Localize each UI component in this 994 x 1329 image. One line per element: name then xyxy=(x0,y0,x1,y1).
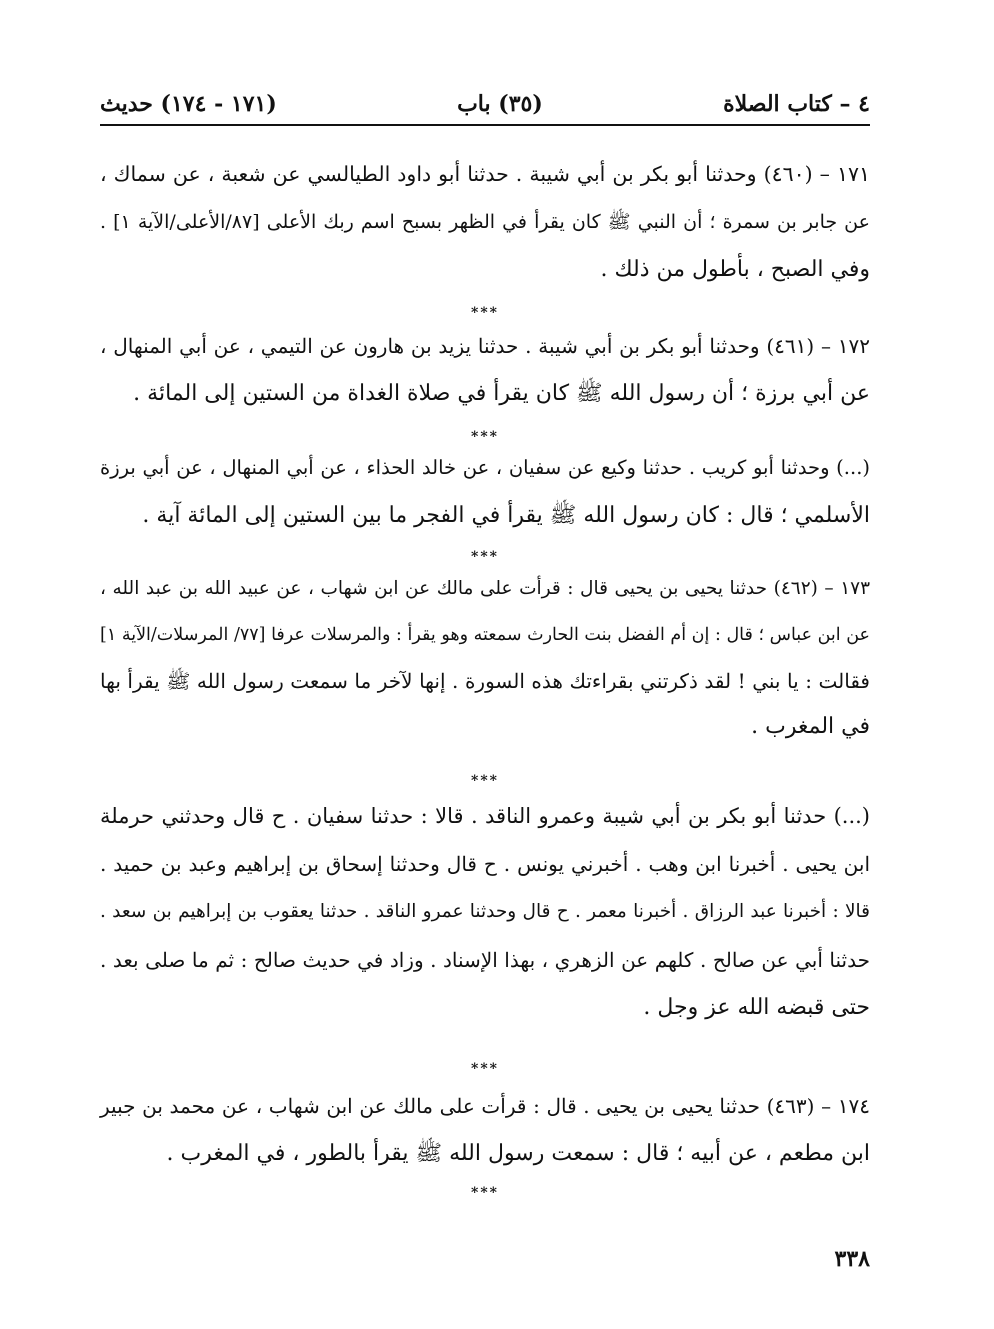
header-divider xyxy=(100,124,870,126)
text-line: (...) وحدثنا أبو كريب . حدثنا وكيع عن سفيان ، عن خالد الحذاء ، عن أبي المنهال ، عن أبي برزة xyxy=(100,456,870,479)
header-hadith-range: (١٧١ - ١٧٤) حديث xyxy=(100,91,277,117)
text-line: حدثنا أبي عن صالح . كلهم عن الزهري ، بهذا الإسناد . وزاد في حديث صالح : ثم ما صلى بعد . xyxy=(100,948,870,972)
section-separator: *** xyxy=(471,305,499,321)
text-line: ابن مطعم ، عن أبيه ؛ قال : سمعت رسول الله ﷺ يقرأ بالطور ، في المغرب . xyxy=(166,1141,870,1166)
text-line: فقالت : يا بني ! لقد ذكرتني بقراءتك هذه السورة . إنها لآخر ما سمعت رسول الله ﷺ يقرأ بها xyxy=(100,669,870,693)
hadith-entry-171 xyxy=(100,150,870,294)
hadith-entry-174 xyxy=(100,1082,870,1178)
text-line: في المغرب . xyxy=(751,714,870,739)
text-line: قالا : أخبرنا عبد الرزاق . أخبرنا معمر . ح قال وحدثنا عمرو الناقد . حدثنا يعقوب بن إبراهيم بن سعد . xyxy=(100,901,870,922)
text-line: ١٧١ – (٤٦٠) وحدثنا أبو بكر بن أبي شيبة . حدثنا أبو داود الطيالسي عن شعبة ، عن سماك ، xyxy=(100,162,870,186)
hadith-entry-173 xyxy=(100,566,870,750)
section-separator: *** xyxy=(471,1185,499,1201)
text-line: ١٧٣ – (٤٦٢) حدثنا يحيى بن يحيى قال : قرأت على مالك عن ابن شهاب ، عن عبيد الله بن عبد الله ، xyxy=(100,578,871,599)
text-line: ١٧٤ – (٤٦٣) حدثنا يحيى بن يحيى . قال : قرأت على مالك عن ابن شهاب ، عن محمد بن جبير xyxy=(100,1094,870,1118)
text-line: الأسلمي ؛ قال : كان رسول الله ﷺ يقرأ في الفجر ما بين الستين إلى المائة آية . xyxy=(142,503,870,528)
text-line: عن ابن عباس ؛ قال : إن أم الفضل بنت الحارث سمعته وهو يقرأ : والمرسلات عرفا [٧٧/ المرسلات/الآية ١] xyxy=(100,625,870,645)
text-line: حتى قبضه الله عز وجل . xyxy=(643,995,870,1020)
section-separator: *** xyxy=(471,773,499,789)
section-separator: *** xyxy=(471,429,499,445)
text-line: وفي الصبح ، بأطول من ذلك . xyxy=(600,257,870,282)
header-bab-number: (٣٥) باب xyxy=(457,91,543,117)
text-line: عن أبي برزة ؛ أن رسول الله ﷺ كان يقرأ في صلاة الغداة من الستين إلى المائة . xyxy=(133,381,870,406)
text-line: عن جابر بن سمرة ؛ أن النبي ﷺ كان يقرأ في الظهر بسبح اسم ربك الأعلى [٨٧/الأعلى/الآية ١] . xyxy=(100,211,870,233)
hadith-entry-173-variant xyxy=(100,792,870,1032)
text-line: ١٧٢ – (٤٦١) وحدثنا أبو بكر بن أبي شيبة . حدثنا يزيد بن هارون عن التيمي ، عن أبي المنهال ، xyxy=(100,334,870,358)
running-header xyxy=(100,86,870,122)
section-separator: *** xyxy=(471,549,499,565)
hadith-entry-172-variant xyxy=(100,444,870,540)
hadith-entry-172 xyxy=(100,322,870,418)
text-line: ابن يحيى . أخبرنا ابن وهب . أخبرني يونس . ح قال وحدثنا إسحاق بن إبراهيم وعبد بن حميد . xyxy=(100,852,870,876)
text-line: (...) حدثنا أبو بكر بن أبي شيبة وعمرو الناقد . قالا : حدثنا سفيان . ح قال وحدثني حرملة xyxy=(100,804,870,828)
page-number: ٣٣٨ xyxy=(834,1246,870,1272)
header-book-title: ٤ – كتاب الصلاة xyxy=(723,91,870,117)
section-separator: *** xyxy=(471,1061,499,1077)
